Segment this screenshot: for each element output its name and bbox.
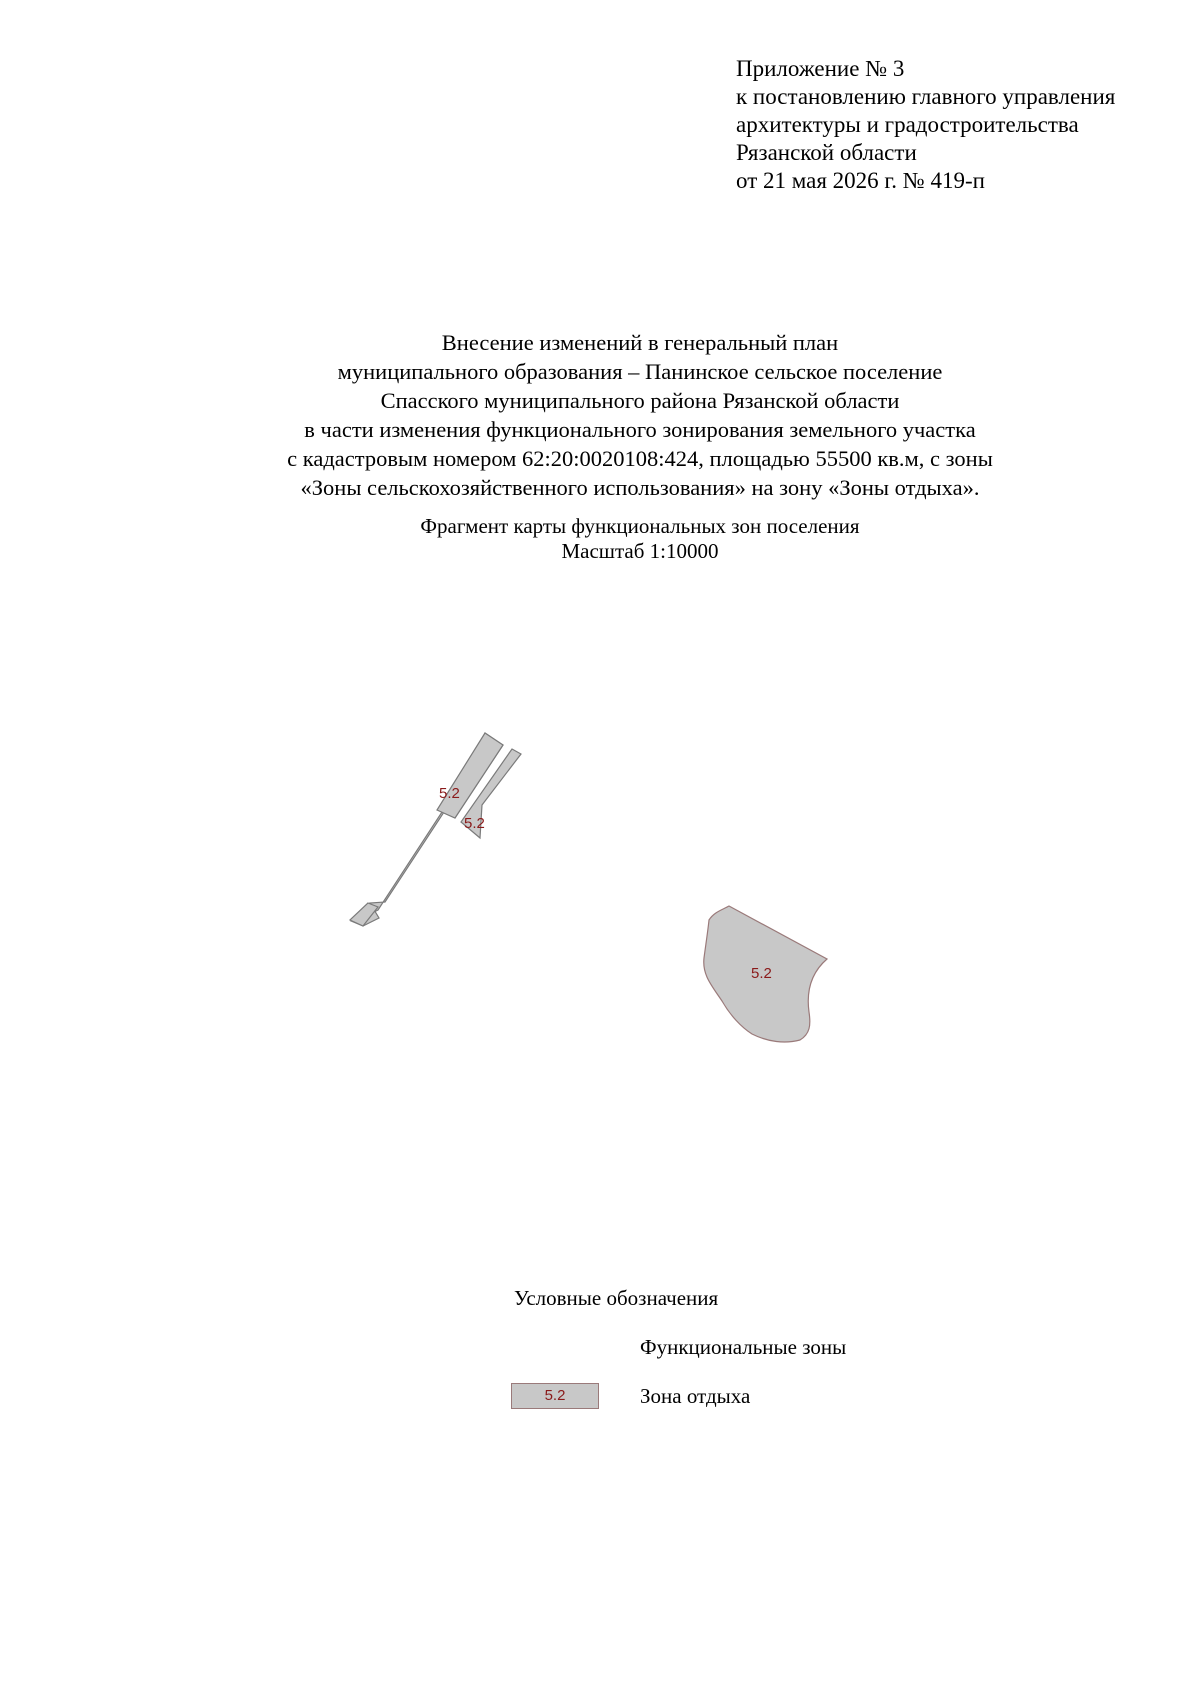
fragment-caption: Фрагмент карты функциональных зон поселения [420,514,860,538]
legend-swatch: 5.2 [511,1383,599,1409]
title-line: муниципального образования – Панинское сельское поселение [337,359,943,384]
legend-group-title: Функциональные зоны [640,1335,847,1359]
zone-label: 5.2 [464,815,485,832]
annex-line: от 21 мая 2026 г. № 419-п [736,168,985,193]
title-line: «Зоны сельскохозяйственного использования» на зону «Зоны отдыха». [300,475,980,500]
title-line: с кадастровым номером 62:20:0020108:424, площадью 55500 кв.м, с зоны [287,446,993,471]
title-line: Внесение изменений в генеральный план [441,330,839,355]
zone-label: 5.2 [439,785,460,802]
legend-title: Условные обозначения [514,1286,719,1310]
annex-line: к постановлению главного управления [736,84,1116,109]
title-line: в части изменения функционального зонирования земельного участка [304,417,976,442]
annex-line: Рязанской области [736,140,917,165]
legend-item-label: Зона отдыха [640,1384,751,1408]
map-scale: Масштаб 1:10000 [561,539,719,563]
title-line: Спасского муниципального района Рязанской области [380,388,900,413]
zone-label: 5.2 [751,965,772,982]
annex-line: Приложение № 3 [736,56,905,81]
annex-line: архитектуры и градостроительства [736,112,1079,137]
